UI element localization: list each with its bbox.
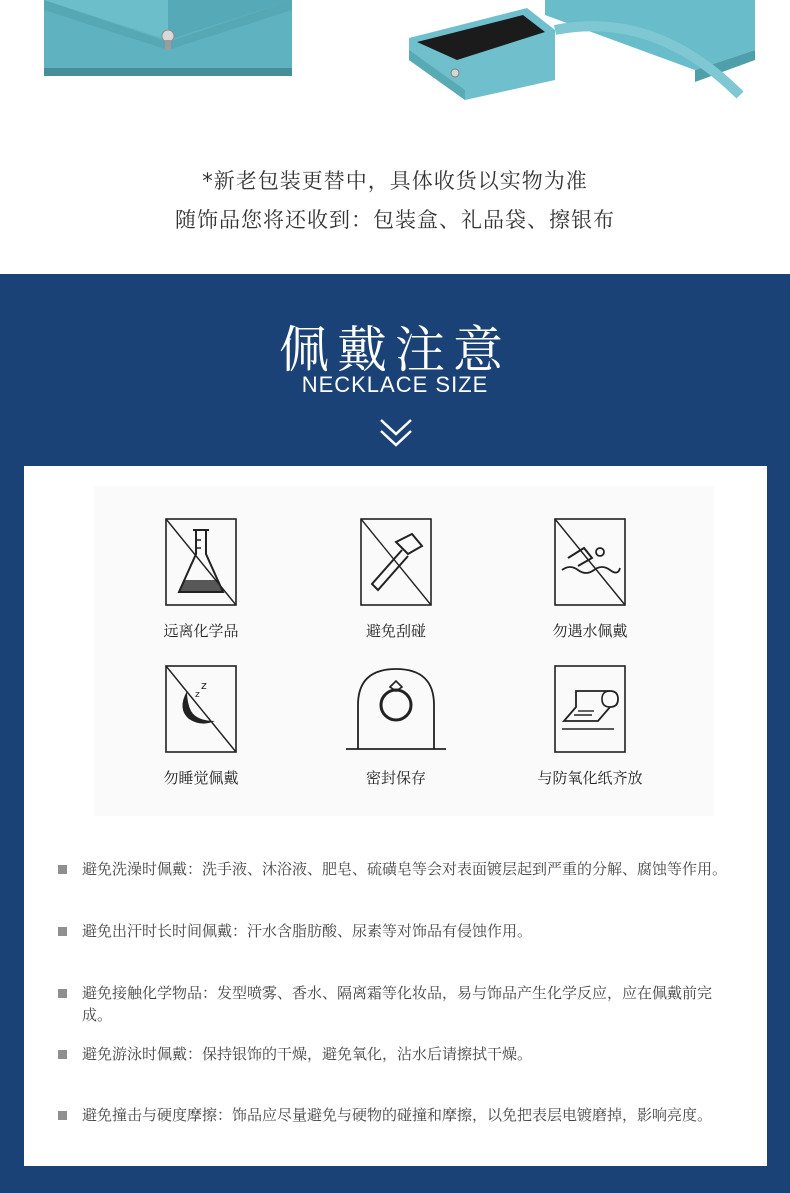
care-item-label: 避免刮碰: [365, 622, 426, 640]
care-note: [58, 982, 738, 1026]
care-item-chemicals: [121, 518, 281, 641]
care-item-label: 勿睡觉佩戴: [163, 769, 239, 787]
section-title: 佩戴注意: [279, 321, 511, 379]
care-item-anti-tarnish-paper: [510, 665, 670, 788]
care-card: [24, 466, 767, 1166]
care-item-label: 勿遇水佩戴: [552, 622, 628, 640]
hammer-icon: [360, 518, 432, 606]
packaging-note-line-1: *新老包装更替中，具体收货以实物为准: [202, 169, 588, 193]
swimmer-icon: [554, 518, 626, 606]
care-item-label: 密封保存: [365, 769, 426, 787]
care-note: [58, 1043, 738, 1065]
square-bullet-icon: [58, 989, 67, 998]
care-item-label: 远离化学品: [163, 622, 239, 640]
care-note: [58, 858, 738, 880]
care-note-text: 避免撞击与硬度摩擦：饰品应尽量避免与硬物的碰撞和摩擦，以免把表层电镀磨掉，影响亮度。: [82, 1106, 713, 1124]
care-note-text: 避免接触化学物品：发型喷雾、香水、隔离霜等化妆品，易与饰品产生化学反应，应在佩戴前完成。: [82, 984, 713, 1024]
jewelry-box-closed: [44, 0, 292, 76]
care-item-water: [510, 518, 670, 641]
care-note-text: 避免游泳时佩戴：保持银饰的干燥，避免氧化，沾水后请擦拭干燥。: [82, 1045, 533, 1063]
sleep-moon-icon: [165, 665, 237, 753]
square-bullet-icon: [58, 927, 67, 936]
care-note-text: 避免出汗时长时间佩戴：汗水含脂肪酸、尿素等对饰品有侵蚀作用。: [82, 922, 533, 940]
section-subtitle: NECKLACE SIZE: [301, 372, 489, 397]
care-item-impact: [316, 518, 476, 641]
product-image-area: [0, 0, 790, 274]
care-item-sleep: [121, 665, 281, 788]
chemical-flask-icon: [165, 518, 237, 606]
square-bullet-icon: [58, 1050, 67, 1059]
care-item-storage: [316, 665, 476, 788]
jewelry-box-open: [395, 0, 760, 100]
square-bullet-icon: [58, 865, 67, 874]
paper-scroll-icon: [554, 665, 626, 753]
svg-text:z: z: [201, 679, 207, 692]
care-note: [58, 1104, 738, 1126]
double-chevron-down-icon: [379, 417, 413, 449]
svg-text:z: z: [195, 690, 200, 700]
care-note-text: 避免洗澡时佩戴：洗手液、沐浴液、肥皂、硫磺皂等会对表面镀层起到严重的分解、腐蚀等作用。: [82, 860, 728, 878]
care-note: [58, 920, 738, 942]
packaging-note-line-2: 随饰品您将还收到：包装盒、礼品袋、擦银布: [175, 208, 615, 232]
care-item-label: 与防氧化纸齐放: [537, 769, 643, 787]
ring-storage-icon: [346, 665, 446, 753]
square-bullet-icon: [58, 1111, 67, 1120]
